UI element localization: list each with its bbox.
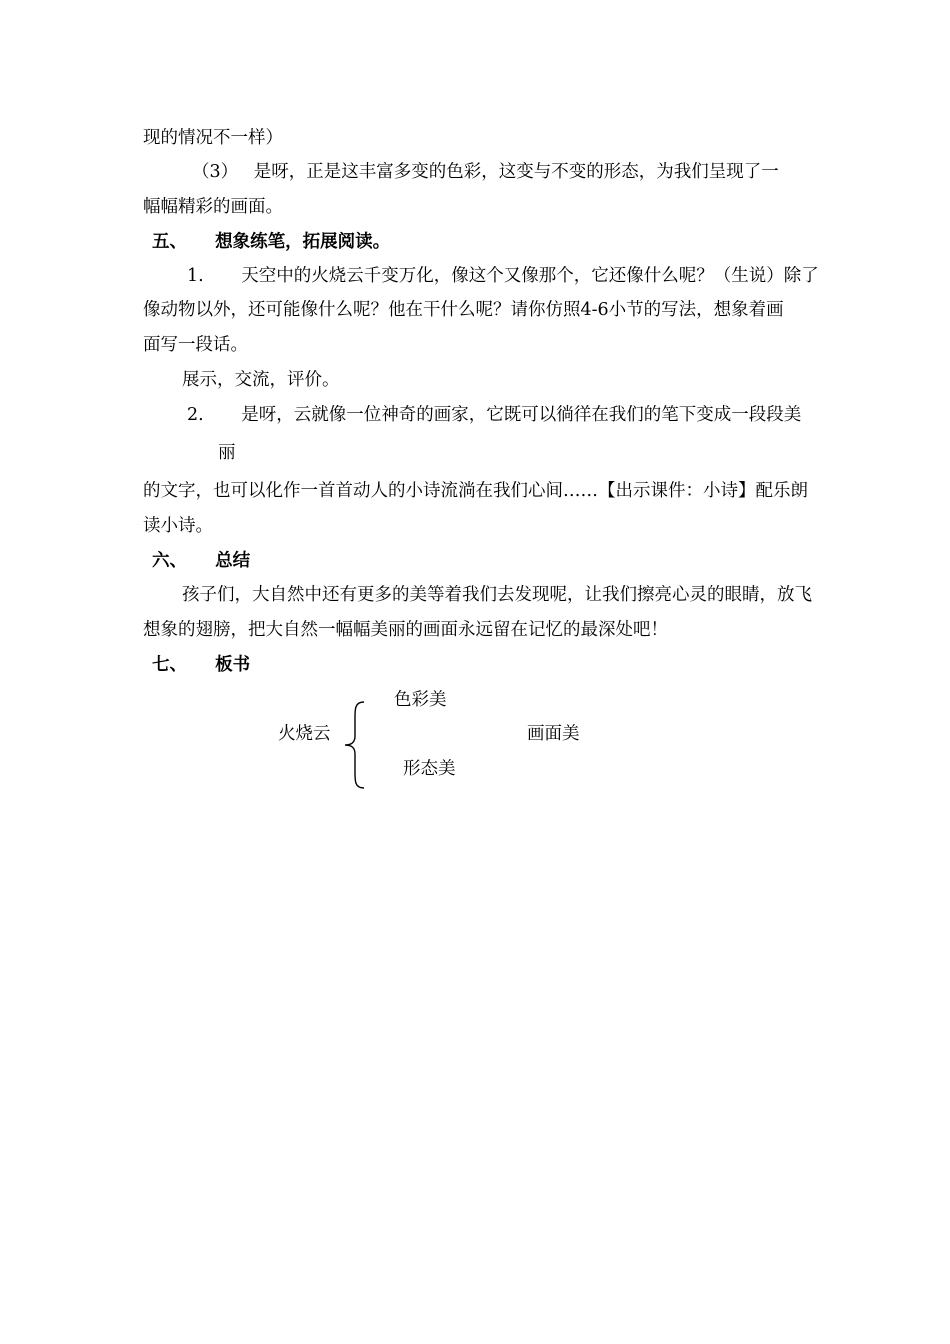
board-item-top: 色彩美 [394,690,447,710]
left-brace-icon [340,700,370,790]
paragraph-line: 丽 [218,443,236,463]
paragraph-line: 现的情况不一样） [143,128,283,148]
paragraph-line: 想象的翅膀，把大自然一幅幅美丽的画面永远留在记忆的最深处吧！ [143,620,668,640]
section-heading [152,653,250,677]
paragraph-line: 像动物以外，还可能像什么呢？他在干什么呢？请你仿照4-6小节的写法，想象着画 [143,300,784,320]
item-number: 1. [187,266,204,286]
board-item-right: 画面美 [527,724,580,744]
paragraph-line: 的文字，也可以化作一首首动人的小诗流淌在我们心间……【出示课件：小诗】配乐朗 [143,481,808,501]
paragraph-text: 是呀，正是这丰富多变的色彩，这变与不变的形态，为我们呈现了一 [253,162,779,182]
section-title: 总结 [215,551,251,571]
paragraph-line: 面写一段话。 [143,335,248,355]
section-number: 五、 [152,232,187,252]
paragraph-line: 展示，交流，评价。 [182,370,340,390]
section-title: 板书 [215,655,251,675]
item-number: 2. [187,405,204,425]
paragraph-line: 孩子们，大自然中还有更多的美等着我们去发现呢，让我们擦亮心灵的眼睛，放飞 [182,585,812,605]
paragraph-line: 幅幅精彩的画面。 [143,197,283,217]
section-number: 六、 [152,551,187,571]
paragraph-line [192,160,779,184]
paragraph-line: 读小诗。 [143,516,213,536]
section-number: 七、 [152,655,187,675]
paragraph-line [187,403,801,427]
board-main-topic: 火烧云 [278,724,331,744]
section-heading [152,549,250,573]
paragraph-text: 天空中的火烧云千变万化，像这个又像那个，它还像什么呢？（生说）除了 [241,266,819,286]
section-heading [152,230,390,254]
board-item-bottom: 形态美 [403,759,456,779]
item-number: （3） [192,162,239,182]
paragraph-text: 是呀，云就像一位神奇的画家，它既可以徜徉在我们的笔下变成一段段美 [241,405,802,425]
paragraph-line [187,264,819,288]
section-title: 想象练笔，拓展阅读。 [215,232,391,252]
